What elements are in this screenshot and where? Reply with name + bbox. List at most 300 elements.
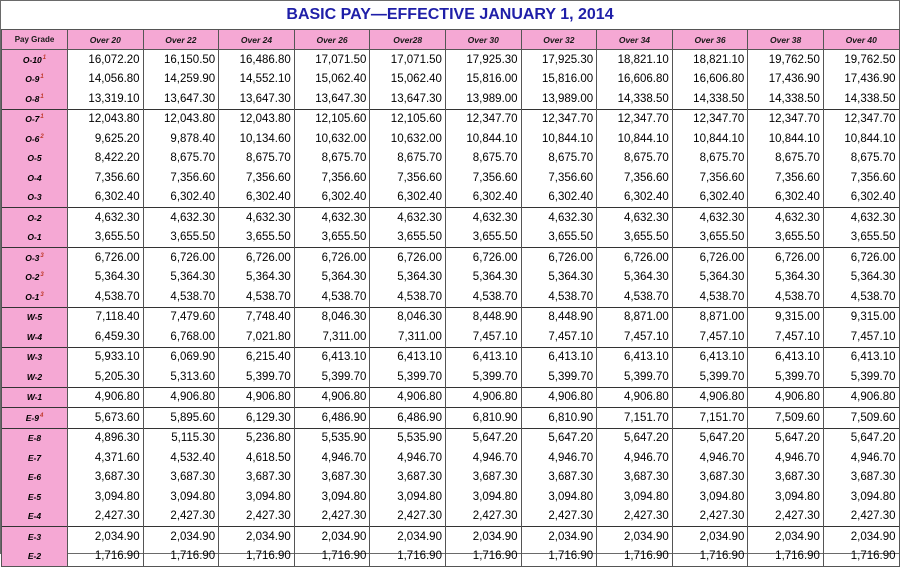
pay-value-cell: 2,427.30 [219,507,295,527]
pay-value-cell: 6,302.40 [823,188,899,208]
pay-value-cell: 4,632.30 [748,208,824,228]
table-row [2,168,900,188]
pay-grade-cell [2,149,68,169]
pay-value-cell: 4,632.30 [672,208,748,228]
pay-grade-cell [2,428,68,448]
pay-grade-cell [2,228,68,248]
pay-value-cell: 7,356.60 [597,168,673,188]
pay-value-cell: 2,034.90 [294,527,370,547]
pay-value-cell: 8,675.70 [219,149,295,169]
pay-value-cell: 7,457.10 [521,327,597,347]
pay-value-cell: 3,687.30 [219,468,295,488]
pay-value-cell: 4,618.50 [219,448,295,468]
pay-value-cell: 12,347.70 [748,109,824,129]
column-header: Over 26 [294,30,370,50]
pay-value-cell: 3,687.30 [748,468,824,488]
pay-value-cell: 6,810.90 [521,408,597,429]
pay-grade-cell [2,89,68,109]
pay-value-cell: 5,647.20 [445,428,521,448]
pay-value-cell: 4,538.70 [672,287,748,307]
pay-grade-cell [2,188,68,208]
pay-value-cell: 3,094.80 [521,487,597,507]
pay-value-cell: 4,946.70 [748,448,824,468]
pay-value-cell: 5,364.30 [68,268,144,288]
pay-value-cell: 4,632.30 [219,208,295,228]
pay-value-cell: 4,906.80 [219,387,295,408]
pay-value-cell: 6,302.40 [68,188,144,208]
column-header: Over 32 [521,30,597,50]
pay-value-cell: 2,427.30 [68,507,144,527]
pay-value-cell: 4,632.30 [143,208,219,228]
pay-value-cell: 18,821.10 [597,50,673,70]
pay-value-cell: 8,675.70 [672,149,748,169]
table-row [2,287,900,307]
pay-value-cell: 7,356.60 [823,168,899,188]
pay-value-cell: 6,768.00 [143,327,219,347]
pay-value-cell: 5,364.30 [294,268,370,288]
pay-value-cell: 7,356.60 [748,168,824,188]
pay-value-cell: 2,427.30 [521,507,597,527]
pay-grade-label: E-7 [27,452,42,463]
pay-grade-cell [2,50,68,70]
pay-value-cell: 3,687.30 [445,468,521,488]
pay-value-cell: 5,399.70 [445,367,521,387]
pay-value-cell: 3,094.80 [748,487,824,507]
pay-grade-cell [2,507,68,527]
pay-value-cell: 17,071.50 [370,50,446,70]
pay-value-cell: 6,726.00 [748,248,824,268]
pay-grade-label: O-5 [27,153,42,164]
pay-value-cell: 1,716.90 [219,547,295,567]
pay-value-cell: 6,726.00 [672,248,748,268]
pay-grade-cell [2,268,68,288]
pay-value-cell: 2,034.90 [823,527,899,547]
pay-value-cell: 16,606.80 [597,70,673,90]
pay-grade-cell [2,367,68,387]
pay-value-cell: 3,094.80 [68,487,144,507]
pay-value-cell: 1,716.90 [445,547,521,567]
pay-value-cell: 2,034.90 [597,527,673,547]
pay-value-cell: 6,069.90 [143,347,219,367]
pay-value-cell: 7,509.60 [823,408,899,429]
pay-grade-cell [2,287,68,307]
pay-value-cell: 7,356.60 [521,168,597,188]
pay-value-cell: 6,302.40 [597,188,673,208]
pay-value-cell: 7,311.00 [370,327,446,347]
pay-value-cell: 19,762.50 [748,50,824,70]
pay-grade-header: Pay Grade [2,30,68,50]
pay-value-cell: 4,946.70 [597,448,673,468]
table-row [2,547,900,567]
pay-value-cell: 4,532.40 [143,448,219,468]
pay-grade-label: O-6 [25,133,40,144]
pay-value-cell: 12,105.60 [370,109,446,129]
pay-value-cell: 6,413.10 [445,347,521,367]
table-row [2,347,900,367]
pay-value-cell: 6,726.00 [68,248,144,268]
pay-value-cell: 3,655.50 [143,228,219,248]
pay-value-cell: 10,844.10 [748,129,824,149]
pay-value-cell: 7,457.10 [823,327,899,347]
pay-value-cell: 12,043.80 [68,109,144,129]
pay-value-cell: 7,509.60 [748,408,824,429]
pay-value-cell: 13,647.30 [370,89,446,109]
pay-value-cell: 6,726.00 [294,248,370,268]
pay-value-cell: 2,034.90 [370,527,446,547]
pay-value-cell: 8,675.70 [370,149,446,169]
pay-value-cell: 6,726.00 [370,248,446,268]
pay-value-cell: 1,716.90 [748,547,824,567]
pay-value-cell: 5,535.90 [370,428,446,448]
pay-value-cell: 5,895.60 [143,408,219,429]
table-row [2,387,900,408]
pay-value-cell: 5,399.70 [672,367,748,387]
pay-grade-cell [2,387,68,408]
pay-value-cell: 4,946.70 [672,448,748,468]
column-header: Over28 [370,30,446,50]
pay-value-cell: 1,716.90 [521,547,597,567]
pay-value-cell: 5,673.60 [68,408,144,429]
pay-value-cell: 3,655.50 [823,228,899,248]
table-row [2,327,900,347]
pay-value-cell: 4,946.70 [445,448,521,468]
pay-value-cell: 18,821.10 [672,50,748,70]
pay-value-cell: 8,675.70 [823,149,899,169]
pay-grade-cell [2,109,68,129]
table-row [2,428,900,448]
pay-value-cell: 4,538.70 [823,287,899,307]
pay-value-cell: 3,094.80 [294,487,370,507]
table-row [2,487,900,507]
pay-value-cell: 8,675.70 [521,149,597,169]
pay-value-cell: 3,655.50 [68,228,144,248]
pay-value-cell: 10,632.00 [370,129,446,149]
pay-value-cell: 6,302.40 [143,188,219,208]
pay-value-cell: 6,129.30 [219,408,295,429]
table-header [2,30,900,50]
pay-value-cell: 4,906.80 [748,387,824,408]
pay-value-cell: 2,427.30 [370,507,446,527]
pay-value-cell: 12,043.80 [219,109,295,129]
table-row [2,268,900,288]
pay-value-cell: 5,933.10 [68,347,144,367]
pay-value-cell: 7,356.60 [445,168,521,188]
pay-value-cell: 6,726.00 [521,248,597,268]
pay-value-cell: 1,716.90 [370,547,446,567]
pay-value-cell: 4,538.70 [370,287,446,307]
pay-grade-label: W-4 [26,331,43,342]
pay-value-cell: 4,371.60 [68,448,144,468]
pay-value-cell: 3,687.30 [68,468,144,488]
pay-value-cell: 1,716.90 [68,547,144,567]
pay-value-cell: 10,632.00 [294,129,370,149]
pay-value-cell: 5,399.70 [294,367,370,387]
pay-value-cell: 5,364.30 [445,268,521,288]
pay-value-cell: 3,655.50 [672,228,748,248]
pay-value-cell: 16,150.50 [143,50,219,70]
pay-value-cell: 5,535.90 [294,428,370,448]
pay-value-cell: 16,486.80 [219,50,295,70]
pay-value-cell: 6,302.40 [748,188,824,208]
pay-value-cell: 4,538.70 [143,287,219,307]
table-row [2,468,900,488]
pay-value-cell: 17,925.30 [445,50,521,70]
footnote-marker: 1 [40,93,44,100]
pay-value-cell: 12,347.70 [521,109,597,129]
pay-value-cell: 13,647.30 [294,89,370,109]
pay-value-cell: 3,655.50 [219,228,295,248]
pay-value-cell: 5,399.70 [370,367,446,387]
pay-value-cell: 5,647.20 [823,428,899,448]
pay-grade-label: E-2 [27,551,42,562]
pay-value-cell: 7,356.60 [219,168,295,188]
pay-value-cell: 1,716.90 [672,547,748,567]
pay-value-cell: 7,479.60 [143,307,219,327]
pay-value-cell: 6,413.10 [597,347,673,367]
pay-value-cell: 6,726.00 [823,248,899,268]
pay-value-cell: 6,302.40 [370,188,446,208]
pay-value-cell: 16,606.80 [672,70,748,90]
pay-value-cell: 2,034.90 [143,527,219,547]
pay-value-cell: 8,046.30 [294,307,370,327]
pay-value-cell: 3,094.80 [823,487,899,507]
table-row [2,507,900,527]
pay-grade-cell [2,547,68,567]
pay-value-cell: 8,422.20 [68,149,144,169]
pay-value-cell: 7,118.40 [68,307,144,327]
pay-value-cell: 6,726.00 [219,248,295,268]
table-row [2,149,900,169]
pay-value-cell: 15,062.40 [294,70,370,90]
pay-value-cell: 5,647.20 [672,428,748,448]
pay-grade-label: O-2 [25,272,40,283]
pay-value-cell: 6,486.90 [294,408,370,429]
pay-value-cell: 4,632.30 [823,208,899,228]
pay-value-cell: 3,094.80 [219,487,295,507]
pay-value-cell: 7,748.40 [219,307,295,327]
pay-value-cell: 17,436.90 [823,70,899,90]
pay-value-cell: 4,632.30 [370,208,446,228]
table-row [2,367,900,387]
pay-value-cell: 6,215.40 [219,347,295,367]
pay-value-cell: 10,844.10 [672,129,748,149]
pay-grade-label: W-3 [26,352,43,363]
pay-value-cell: 4,538.70 [521,287,597,307]
pay-value-cell: 5,364.30 [143,268,219,288]
column-header: Over 24 [219,30,295,50]
pay-value-cell: 7,457.10 [597,327,673,347]
pay-value-cell: 3,655.50 [445,228,521,248]
pay-value-cell: 8,448.90 [445,307,521,327]
pay-value-cell: 5,647.20 [748,428,824,448]
pay-value-cell: 3,094.80 [672,487,748,507]
table-row [2,129,900,149]
pay-value-cell: 14,056.80 [68,70,144,90]
footnote-marker: 4 [39,412,44,419]
pay-value-cell: 5,399.70 [597,367,673,387]
pay-value-cell: 10,844.10 [521,129,597,149]
pay-value-cell: 12,347.70 [672,109,748,129]
pay-value-cell: 2,034.90 [68,527,144,547]
table-row [2,89,900,109]
pay-value-cell: 13,989.00 [445,89,521,109]
column-header: Over 20 [68,30,144,50]
pay-grade-label: O-4 [27,172,42,183]
pay-value-cell: 2,034.90 [445,527,521,547]
pay-value-cell: 5,364.30 [672,268,748,288]
pay-value-cell: 2,427.30 [143,507,219,527]
pay-value-cell: 5,364.30 [370,268,446,288]
pay-value-cell: 6,726.00 [143,248,219,268]
table-row [2,248,900,268]
pay-value-cell: 2,034.90 [748,527,824,547]
pay-grade-label: O-3 [25,252,40,263]
pay-value-cell: 13,647.30 [219,89,295,109]
pay-value-cell: 6,810.90 [445,408,521,429]
pay-value-cell: 7,021.80 [219,327,295,347]
pay-value-cell: 8,675.70 [143,149,219,169]
pay-value-cell: 6,726.00 [445,248,521,268]
pay-grade-label: W-2 [26,371,43,382]
pay-value-cell: 4,632.30 [445,208,521,228]
pay-value-cell: 15,062.40 [370,70,446,90]
pay-value-cell: 5,236.80 [219,428,295,448]
pay-grade-cell [2,448,68,468]
pay-grade-label: O-10 [22,54,42,65]
pay-grade-label: W-5 [26,312,43,323]
pay-grade-label: E-4 [27,511,42,522]
pay-value-cell: 3,094.80 [143,487,219,507]
pay-value-cell: 6,413.10 [823,347,899,367]
pay-grade-label: E-5 [27,491,42,502]
pay-value-cell: 7,356.60 [672,168,748,188]
pay-value-cell: 4,906.80 [68,387,144,408]
pay-value-cell: 7,356.60 [143,168,219,188]
pay-grade-cell [2,408,68,429]
pay-value-cell: 4,896.30 [68,428,144,448]
pay-grade-cell [2,129,68,149]
pay-value-cell: 5,399.70 [748,367,824,387]
pay-value-cell: 6,302.40 [445,188,521,208]
pay-value-cell: 13,647.30 [143,89,219,109]
table-row [2,408,900,429]
pay-value-cell: 13,989.00 [521,89,597,109]
pay-value-cell: 6,413.10 [294,347,370,367]
pay-value-cell: 8,675.70 [294,149,370,169]
table-row [2,228,900,248]
pay-value-cell: 14,552.10 [219,70,295,90]
pay-value-cell: 7,356.60 [370,168,446,188]
pay-value-cell: 5,399.70 [219,367,295,387]
pay-value-cell: 6,413.10 [748,347,824,367]
pay-grade-cell [2,70,68,90]
pay-value-cell: 3,094.80 [370,487,446,507]
pay-value-cell: 4,946.70 [823,448,899,468]
pay-value-cell: 4,906.80 [823,387,899,408]
pay-value-cell: 4,632.30 [68,208,144,228]
pay-value-cell: 2,427.30 [445,507,521,527]
footnote-marker: 1 [40,114,44,121]
pay-value-cell: 3,655.50 [294,228,370,248]
pay-value-cell: 2,427.30 [597,507,673,527]
column-header: Over 38 [748,30,824,50]
pay-grade-label: E-9 [25,412,39,423]
pay-value-cell: 4,906.80 [445,387,521,408]
pay-value-cell: 15,816.00 [521,70,597,90]
pay-value-cell: 4,632.30 [294,208,370,228]
pay-value-cell: 3,687.30 [823,468,899,488]
pay-value-cell: 10,134.60 [219,129,295,149]
pay-value-cell: 4,538.70 [445,287,521,307]
pay-value-cell: 3,687.30 [143,468,219,488]
pay-value-cell: 13,319.10 [68,89,144,109]
pay-value-cell: 8,448.90 [521,307,597,327]
pay-value-cell: 4,946.70 [370,448,446,468]
pay-value-cell: 6,486.90 [370,408,446,429]
pay-value-cell: 8,871.00 [597,307,673,327]
table-body [2,50,900,567]
pay-value-cell: 16,072.20 [68,50,144,70]
pay-value-cell: 3,655.50 [521,228,597,248]
table-row [2,109,900,129]
footnote-marker: 2 [40,133,44,140]
pay-value-cell: 4,632.30 [597,208,673,228]
table-row [2,188,900,208]
pay-value-cell: 10,844.10 [823,129,899,149]
column-header: Over 40 [823,30,899,50]
pay-grade-cell [2,208,68,228]
pay-grade-label: O-9 [25,74,40,85]
pay-value-cell: 17,925.30 [521,50,597,70]
pay-value-cell: 5,399.70 [521,367,597,387]
table-row [2,50,900,70]
pay-value-cell: 14,338.50 [597,89,673,109]
pay-value-cell: 3,655.50 [597,228,673,248]
pay-grade-cell [2,468,68,488]
pay-value-cell: 15,816.00 [445,70,521,90]
pay-value-cell: 12,347.70 [445,109,521,129]
pay-value-cell: 4,946.70 [294,448,370,468]
pay-value-cell: 7,457.10 [748,327,824,347]
pay-value-cell: 14,338.50 [672,89,748,109]
pay-value-cell: 2,427.30 [294,507,370,527]
pay-value-cell: 4,906.80 [370,387,446,408]
pay-value-cell: 7,457.10 [672,327,748,347]
table-row [2,527,900,547]
footnote-marker: 1 [42,54,47,61]
pay-value-cell: 2,427.30 [672,507,748,527]
pay-grade-label: O-8 [25,93,40,104]
pay-value-cell: 10,844.10 [445,129,521,149]
header-row [2,30,900,50]
pay-value-cell: 6,302.40 [672,188,748,208]
pay-grade-label: O-1 [25,291,40,302]
pay-value-cell: 5,647.20 [521,428,597,448]
column-header: Over 30 [445,30,521,50]
pay-value-cell: 12,105.60 [294,109,370,129]
pay-value-cell: 4,538.70 [597,287,673,307]
pay-grade-cell [2,307,68,327]
pay-value-cell: 8,046.30 [370,307,446,327]
pay-value-cell: 5,364.30 [823,268,899,288]
footnote-marker: 3 [40,252,44,259]
pay-value-cell: 6,413.10 [370,347,446,367]
pay-value-cell: 4,946.70 [521,448,597,468]
pay-value-cell: 5,364.30 [219,268,295,288]
pay-value-cell: 5,364.30 [748,268,824,288]
pay-value-cell: 8,871.00 [672,307,748,327]
pay-value-cell: 6,413.10 [672,347,748,367]
